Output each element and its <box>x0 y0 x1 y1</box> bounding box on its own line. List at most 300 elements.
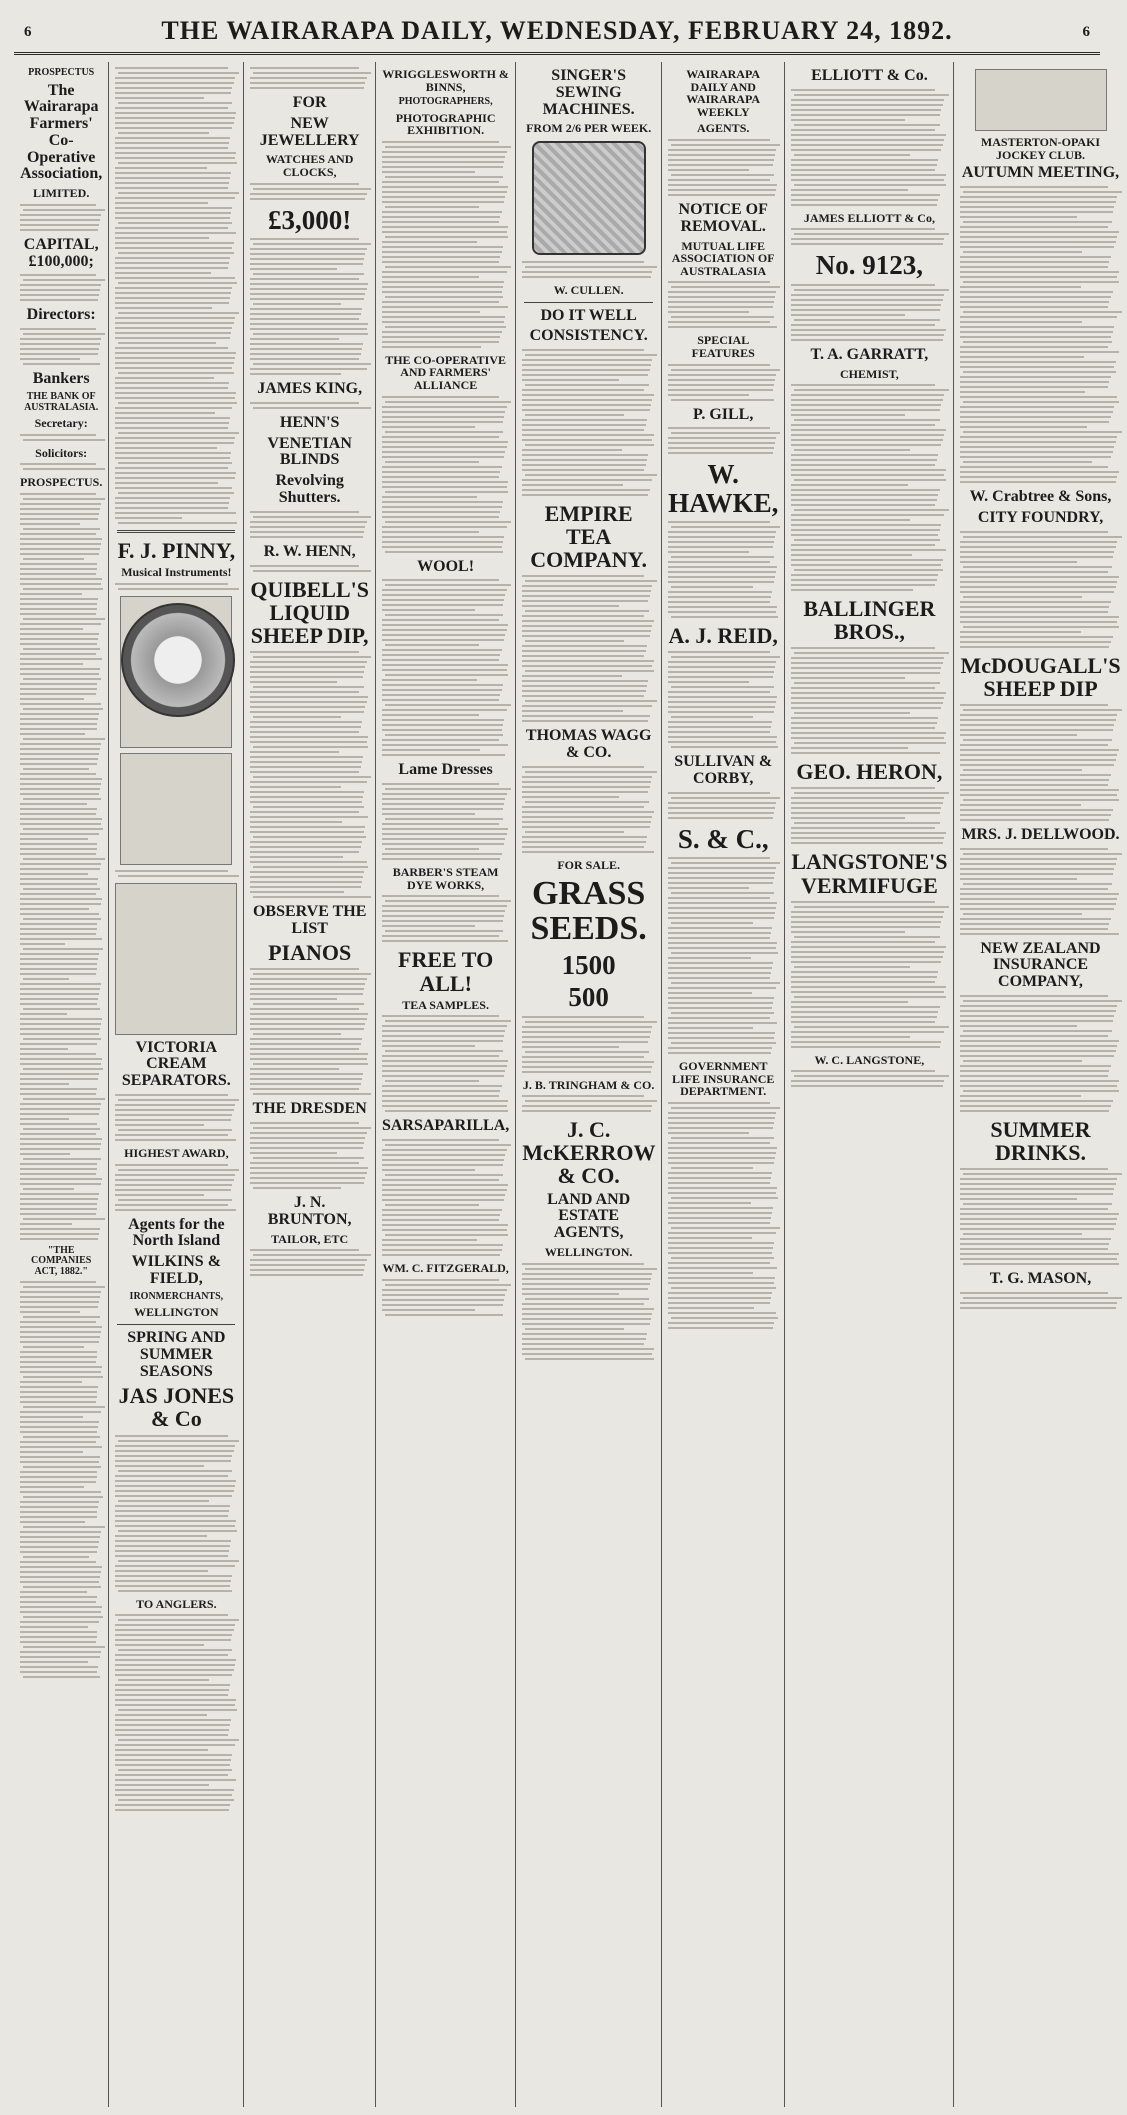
text-line <box>115 1480 236 1482</box>
text-line <box>382 241 477 243</box>
text-line <box>20 693 96 695</box>
text-line <box>20 1238 98 1240</box>
text-block <box>960 186 1120 483</box>
text-line <box>668 992 752 994</box>
text-line <box>253 1033 341 1035</box>
text-line <box>20 328 96 330</box>
text-line <box>382 311 480 313</box>
text-line <box>385 1144 511 1146</box>
text-line <box>115 327 232 329</box>
text-line <box>115 1505 230 1507</box>
text-line <box>791 414 905 416</box>
text-line <box>115 452 231 454</box>
text-line <box>385 788 511 790</box>
text-line <box>118 192 239 194</box>
heading: PROSPECTUS <box>28 67 95 78</box>
text-line <box>23 1008 100 1010</box>
text-line <box>115 1684 230 1686</box>
text-line <box>23 1038 101 1040</box>
text-line <box>20 1476 97 1478</box>
text-line <box>963 913 1081 915</box>
text-line <box>791 159 938 161</box>
text-line <box>115 172 231 174</box>
text-line <box>668 696 777 698</box>
text-block <box>250 968 369 1095</box>
text-line <box>791 692 946 694</box>
text-block <box>522 1263 655 1360</box>
text-line <box>20 1228 100 1230</box>
text-line <box>791 199 938 201</box>
heading: W. HAWKE, <box>668 459 779 518</box>
text-line <box>20 593 82 595</box>
text-line <box>20 853 96 855</box>
text-line <box>23 363 100 365</box>
text-line <box>382 251 502 253</box>
text-line <box>382 1209 502 1211</box>
text-line <box>20 968 97 970</box>
text-line <box>115 1485 235 1487</box>
text-line <box>250 1182 364 1184</box>
text-line <box>522 620 653 622</box>
text-line <box>20 1521 85 1523</box>
text-line <box>960 551 1114 553</box>
text-line <box>382 1309 475 1311</box>
heading: FOR <box>292 94 327 111</box>
text-line <box>522 1303 644 1305</box>
text-line <box>382 541 503 543</box>
text-line <box>115 292 231 294</box>
text-line <box>20 913 99 915</box>
text-line <box>960 231 1119 233</box>
heading: McDOUGALL'S SHEEP DIP <box>960 652 1121 701</box>
text-line <box>250 666 365 668</box>
text-line <box>791 484 908 486</box>
text-line <box>960 436 1117 438</box>
text-line <box>522 429 644 431</box>
text-line <box>250 671 364 673</box>
text-line <box>794 1075 949 1077</box>
text-line <box>668 601 769 603</box>
text-line <box>20 1411 101 1413</box>
text-block <box>791 1070 947 1087</box>
text-line <box>115 82 233 84</box>
text-line <box>668 1327 773 1329</box>
text-line <box>250 1259 366 1261</box>
text-line <box>668 857 769 859</box>
text-line <box>794 319 939 321</box>
text-line <box>250 1013 367 1015</box>
text-line <box>668 571 776 573</box>
text-line <box>20 1356 97 1358</box>
text-line <box>960 729 1112 731</box>
text-line <box>522 841 646 843</box>
text-line <box>23 1188 74 1190</box>
text-block <box>522 1095 655 1112</box>
instrument-illustration <box>120 753 232 865</box>
text-line <box>23 1646 105 1648</box>
text-line <box>668 1022 777 1024</box>
text-line <box>20 1336 100 1338</box>
text-line <box>668 1232 776 1234</box>
text-line <box>668 661 776 663</box>
text-line <box>791 817 905 819</box>
text-line <box>118 432 239 434</box>
text-line <box>382 1189 507 1191</box>
text-line <box>20 973 96 975</box>
text-line <box>20 1233 99 1235</box>
text-line <box>960 794 1117 796</box>
text-line <box>522 1046 619 1048</box>
text-line <box>382 853 502 855</box>
text-line <box>20 1203 97 1205</box>
text-line <box>668 812 774 814</box>
text-line <box>794 569 942 571</box>
text-line <box>791 812 939 814</box>
text-line <box>20 1391 97 1393</box>
text-line <box>382 1219 499 1221</box>
text-line <box>522 590 651 592</box>
text-block <box>382 579 509 756</box>
text-line <box>20 723 97 725</box>
text-line <box>115 583 227 585</box>
text-line <box>671 399 774 401</box>
text-line <box>522 836 647 838</box>
text-line <box>960 576 1119 578</box>
text-line <box>115 347 227 349</box>
text-line <box>791 667 941 669</box>
text-line <box>960 646 1109 648</box>
text-block <box>668 857 778 1054</box>
text-line <box>253 363 370 365</box>
text-line <box>960 749 1119 751</box>
text-line <box>385 1284 511 1286</box>
heading: W. CULLEN. <box>553 282 624 297</box>
text-line <box>250 343 363 345</box>
text-line <box>250 701 366 703</box>
text-line <box>791 534 938 536</box>
text-line <box>668 561 769 563</box>
text-line <box>20 1601 96 1603</box>
text-line <box>385 431 503 433</box>
text-block <box>250 1249 369 1276</box>
text-line <box>20 883 97 885</box>
text-line <box>791 99 944 101</box>
text-line <box>115 1575 232 1577</box>
text-line <box>791 797 944 799</box>
text-line <box>791 1001 908 1003</box>
text-line <box>253 746 368 748</box>
text-line <box>20 1063 101 1065</box>
text-block <box>250 1122 369 1189</box>
text-line <box>382 546 502 548</box>
heading: T. G. MASON, <box>989 1270 1092 1288</box>
text-line <box>382 231 507 233</box>
text-line <box>522 1348 653 1350</box>
text-line <box>791 314 905 316</box>
text-line <box>960 1292 1107 1294</box>
text-line <box>115 1475 227 1477</box>
text-line <box>115 457 230 459</box>
text-line <box>115 1490 233 1492</box>
text-line <box>794 233 949 235</box>
text-line <box>20 998 98 1000</box>
text-line <box>668 897 769 899</box>
text-line <box>668 1007 772 1009</box>
text-line <box>250 846 360 848</box>
text-line <box>382 1184 508 1186</box>
racehorse-illustration <box>975 69 1107 131</box>
text-line <box>115 187 227 189</box>
text-line <box>382 935 499 937</box>
text-line <box>20 573 96 575</box>
text-line <box>115 1094 227 1096</box>
text-line <box>382 1055 499 1057</box>
text-line <box>20 778 102 780</box>
text-line <box>20 563 97 565</box>
text-line <box>791 1011 938 1013</box>
text-line <box>791 687 935 689</box>
text-line <box>668 666 775 668</box>
text-line <box>791 469 946 471</box>
text-line <box>960 586 1115 588</box>
text-line <box>115 467 227 469</box>
columns <box>14 62 1121 2107</box>
text-line <box>671 952 778 954</box>
text-line <box>20 1208 97 1210</box>
text-line <box>382 476 499 478</box>
text-line <box>118 1799 234 1801</box>
text-line <box>791 89 935 91</box>
text-line <box>253 896 370 898</box>
heading: Agents for the North Island <box>128 1215 225 1250</box>
text-line <box>250 67 359 69</box>
text-line <box>253 72 370 74</box>
text-line <box>960 291 1112 293</box>
text-line <box>20 1511 97 1513</box>
text-line <box>668 164 773 166</box>
text-line <box>960 759 1115 761</box>
text-line <box>960 346 1107 348</box>
text-line <box>791 129 935 131</box>
text-line <box>118 875 239 877</box>
text-line <box>20 773 96 775</box>
text-line <box>115 272 210 274</box>
text-line <box>250 526 365 528</box>
heading: £3,000! <box>268 204 352 235</box>
text-line <box>668 807 775 809</box>
text-line <box>385 900 511 902</box>
text-line <box>791 647 935 649</box>
text-line <box>382 599 504 601</box>
text-line <box>671 1042 776 1044</box>
text-line <box>250 318 359 320</box>
text-line <box>115 1570 208 1572</box>
text-block <box>960 704 1120 821</box>
heading: SULLIVAN & CORBY, <box>674 753 773 787</box>
text-line <box>382 803 504 805</box>
text-line <box>385 584 511 586</box>
text-line <box>250 288 366 290</box>
heading: Bankers <box>32 370 90 388</box>
text-line <box>668 452 773 454</box>
text-block <box>382 396 509 553</box>
text-line <box>382 281 504 283</box>
text-line <box>20 204 96 206</box>
text-line <box>20 1173 96 1175</box>
text-line <box>963 1060 1081 1062</box>
text-line <box>522 399 652 401</box>
text-line <box>115 1629 233 1631</box>
text-line <box>115 437 235 439</box>
text-line <box>791 309 939 311</box>
text-line <box>250 751 339 753</box>
text-line <box>960 1040 1119 1042</box>
text-line <box>960 1253 1119 1255</box>
text-line <box>382 536 504 538</box>
text-line <box>791 394 944 396</box>
text-line <box>115 227 227 229</box>
text-line <box>115 417 230 419</box>
text-line <box>522 374 648 376</box>
heading: "THE COMPANIES ACT, 1882." <box>30 1244 92 1277</box>
text-line <box>671 1227 780 1229</box>
text-line <box>382 634 505 636</box>
text-line <box>668 1172 772 1174</box>
text-line <box>20 683 97 685</box>
text-line <box>118 282 236 284</box>
text-line <box>671 1287 776 1289</box>
text-line <box>671 746 778 748</box>
text-line <box>522 1066 652 1068</box>
text-line <box>668 189 776 191</box>
text-line <box>382 729 502 731</box>
text-line <box>115 1174 235 1176</box>
text-line <box>525 771 656 773</box>
text-line <box>23 558 84 560</box>
text-line <box>668 877 774 879</box>
text-line <box>20 893 96 895</box>
text-line <box>791 324 935 326</box>
text-line <box>250 263 363 265</box>
text-line <box>791 807 941 809</box>
text-line <box>960 719 1115 721</box>
text-line <box>382 609 475 611</box>
text-line <box>960 923 1109 925</box>
heading: LANGSTONE'S VERMIFUGE <box>791 849 948 898</box>
text-line <box>115 122 233 124</box>
text-line <box>20 1596 97 1598</box>
text-line <box>382 246 503 248</box>
text-line <box>23 1316 100 1318</box>
text-line <box>115 1139 236 1141</box>
text-line <box>522 439 652 441</box>
text-line <box>960 196 1117 198</box>
text-line <box>960 426 1086 428</box>
text-line <box>23 1406 105 1408</box>
text-line <box>794 479 945 481</box>
text-line <box>668 551 748 553</box>
heading: J. B. TRINGHAM & CO. <box>522 1077 655 1092</box>
text-line <box>115 1179 233 1181</box>
text-line <box>385 461 479 463</box>
text-line <box>963 1173 1122 1175</box>
text-line <box>250 313 360 315</box>
text-line <box>115 367 232 369</box>
text-line <box>20 1456 100 1458</box>
text-line <box>960 456 1111 458</box>
text-line <box>960 774 1111 776</box>
text-line <box>385 1110 508 1112</box>
text-line <box>960 361 1115 363</box>
text-line <box>522 705 652 707</box>
text-line <box>382 754 505 756</box>
text-line <box>250 511 359 513</box>
text-line <box>20 1351 97 1353</box>
text-line <box>250 651 359 653</box>
text-line <box>382 1179 499 1181</box>
text-line <box>960 804 1080 806</box>
text-line <box>115 1759 231 1761</box>
text-line <box>382 1169 475 1171</box>
text-line <box>23 1616 103 1618</box>
text-line <box>794 822 939 824</box>
text-line <box>525 610 649 612</box>
text-line <box>20 1636 97 1638</box>
text-line <box>20 434 96 436</box>
text-line <box>382 629 507 631</box>
text-line <box>23 1466 101 1468</box>
text-line <box>960 326 1114 328</box>
text-line <box>250 816 367 818</box>
heading: Musical Instruments! <box>121 565 232 580</box>
text-line <box>791 579 936 581</box>
text-line <box>522 791 648 793</box>
text-line <box>960 471 1119 473</box>
text-line <box>668 1212 772 1214</box>
text-line <box>960 1055 1114 1057</box>
text-line <box>382 286 503 288</box>
text-line <box>118 1169 239 1171</box>
text-line <box>250 308 361 310</box>
text-line <box>250 731 359 733</box>
text-line <box>20 1291 101 1293</box>
text-line <box>522 665 652 667</box>
text-line <box>382 426 475 428</box>
text-block <box>20 328 102 365</box>
text-line <box>385 551 503 553</box>
badge-emblem <box>121 603 235 717</box>
heading: S. & C., <box>677 823 769 854</box>
text-line <box>668 364 769 366</box>
heading: W. C. LANGSTONE, <box>814 1052 925 1067</box>
text-line <box>382 1090 500 1092</box>
text-block <box>250 651 369 898</box>
text-line <box>960 381 1109 383</box>
text-line <box>668 179 769 181</box>
text-line <box>668 1312 776 1314</box>
text-line <box>794 792 949 794</box>
text-line <box>668 1242 774 1244</box>
text-line <box>382 684 503 686</box>
text-line <box>250 198 365 200</box>
text-line <box>382 1194 505 1196</box>
text-line <box>20 703 101 705</box>
text-line <box>250 761 361 763</box>
text-line <box>250 1152 337 1154</box>
text-line <box>253 188 370 190</box>
text-line <box>668 184 777 186</box>
text-line <box>671 716 753 718</box>
